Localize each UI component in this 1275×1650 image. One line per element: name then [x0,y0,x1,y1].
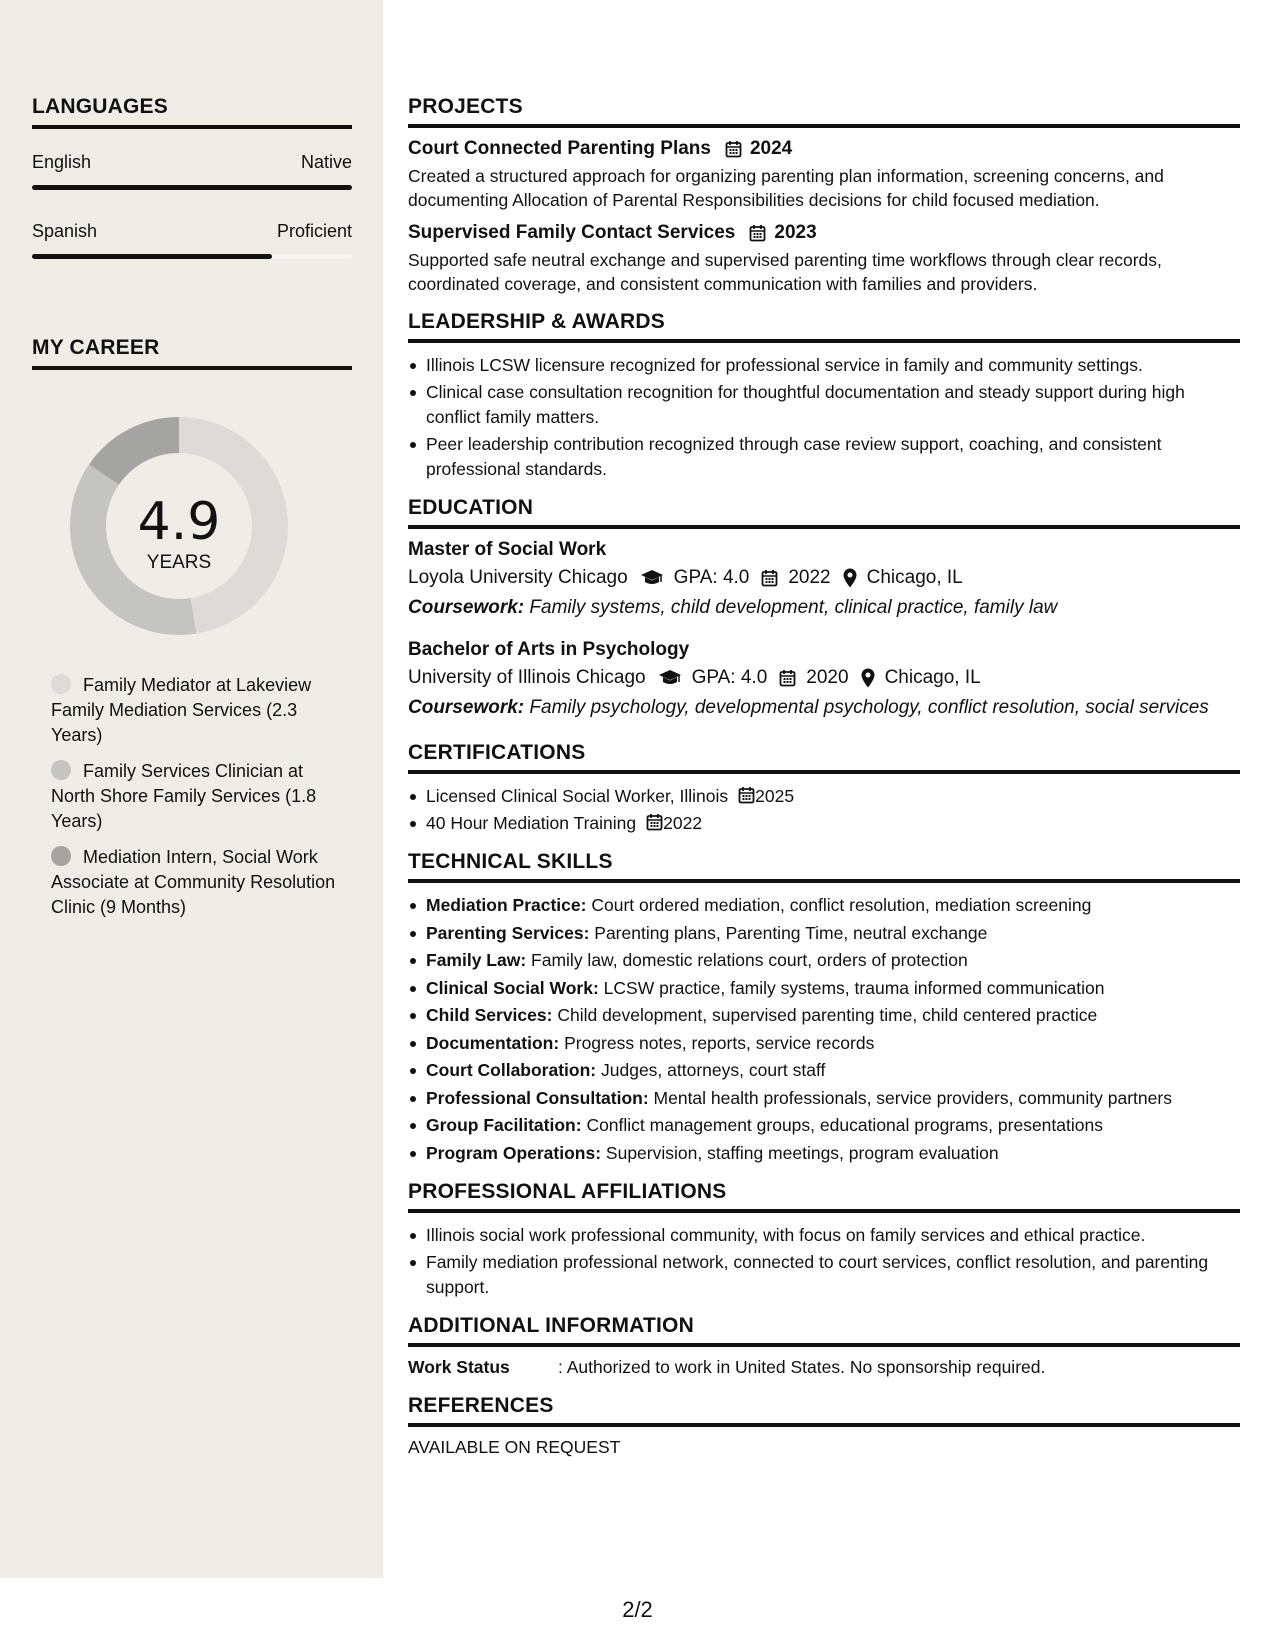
location-pin-icon [843,568,857,588]
calendar-icon [646,813,663,831]
references-title: REFERENCES [408,1394,1240,1427]
coursework-label: Coursework: [408,597,525,618]
calendar-icon [725,140,742,158]
career-item-label: Family Services Clinician at North Shore Family Services (1.8 Years) [51,761,317,831]
certification-name: 40 Hour Mediation Training [426,813,637,833]
school-location: Chicago, IL [866,567,963,588]
skill-value: Judges, attorneys, court staff [601,1060,826,1080]
project-heading [408,138,1240,160]
certification-name: Licensed Clinical Social Worker, Illinois [426,786,729,806]
skill-value: LCSW practice, family systems, trauma informed communication [603,977,1105,998]
gpa: GPA: 4.0 [673,567,750,588]
graduation-cap-icon [640,569,664,587]
career-total-value: 4.9 [137,492,221,552]
coursework [408,595,1240,621]
language-name: English [32,152,92,172]
school-name: Loyola University Chicago [408,567,628,588]
career-item [51,845,341,920]
skill-value: Progress notes, reports, service records [564,1032,875,1053]
graduation-year: 2022 [788,567,831,588]
skill-label: Professional Consultation: [426,1087,649,1108]
legend-dot-icon [51,674,71,694]
list-item: Illinois LCSW licensure recognized for professional service in family and community settings. [408,353,1240,378]
skill-label: Documentation: [426,1032,560,1053]
school-location: Chicago, IL [884,667,981,688]
skill-value: Child development, supervised parenting time, child centered practice [557,1005,1098,1025]
sidebar [0,0,383,1578]
project-description: Created a structured approach for organizing parenting plan information, screening concerns, and documenting Allocation of Parental Responsibilities decisions for child focused mediation. [408,166,1164,210]
list-item [408,948,1240,974]
career-total-unit: YEARS [146,552,212,573]
list-item [408,1086,1240,1112]
career-donut-chart [67,414,291,638]
work-status-row [408,1357,1240,1378]
main-content [408,95,1240,1472]
calendar-icon [761,569,778,587]
certifications-title: CERTIFICATIONS [408,741,1240,774]
calendar-icon [779,669,796,687]
skill-label: Group Facilitation: [426,1115,582,1135]
coursework-text: Family systems, child development, clinical practice, family law [529,597,1058,618]
list-item [408,811,1240,836]
projects-section [408,95,1240,296]
skill-value: Supervision, staffing meetings, program evaluation [605,1142,999,1163]
affiliations-section [408,1180,1240,1300]
skills-title: TECHNICAL SKILLS [408,850,1240,883]
language-spanish [32,221,352,259]
list-item: Clinical case consultation recognition for thoughtful documentation and steady support during high conflict family matters. [408,380,1240,430]
career-title: MY CAREER [32,336,352,370]
certifications-list [408,784,1240,836]
language-english [32,152,352,190]
skill-value: Conflict management groups, educational programs, presentations [586,1115,1103,1135]
references-section [408,1394,1240,1458]
legend-dot-icon [51,760,71,780]
language-proficiency-fill [32,254,272,259]
languages-title: LANGUAGES [32,95,352,129]
project-heading [408,222,1240,244]
career-item-label: Mediation Intern, Social Work Associate at Community Resolution Clinic (9 Months) [51,847,336,917]
education-meta [408,667,1240,689]
school-name: University of Illinois Chicago [408,667,646,688]
gpa: GPA: 4.0 [691,667,768,688]
references-text: AVAILABLE ON REQUEST [408,1437,621,1457]
leadership-section [408,310,1240,482]
list-item: Peer leadership contribution recognized through case review support, coaching, and consistent professional standards. [408,432,1240,482]
graduation-year: 2020 [806,667,849,688]
coursework-label: Coursework: [408,697,525,718]
projects-title: PROJECTS [408,95,1240,128]
affiliations-title: PROFESSIONAL AFFILIATIONS [408,1180,1240,1213]
certification-year: 2025 [755,786,795,806]
legend-dot-icon [51,846,71,866]
skill-label: Program Operations: [426,1142,602,1163]
coursework-text: Family psychology, developmental psychology, conflict resolution, social services [529,697,1209,718]
graduation-cap-icon [658,669,682,687]
language-name: Spanish [32,221,98,241]
skill-value: Family law, domestic relations court, orders of protection [531,950,968,970]
skill-value: Parenting plans, Parenting Time, neutral exchange [594,922,988,943]
education-section [408,496,1240,721]
skill-label: Family Law: [426,950,527,970]
list-item [408,1031,1240,1057]
list-item: Family mediation professional network, connected to court services, conflict resolution, and parenting support. [408,1250,1240,1300]
calendar-icon [738,786,755,804]
project-year: 2023 [774,222,817,243]
list-item [408,921,1240,947]
list-item [408,1003,1240,1029]
list-item: Illinois social work professional community, with focus on family services and ethical practice. [408,1223,1240,1248]
project-name: Supervised Family Contact Services [408,222,736,243]
project-year: 2024 [749,138,793,159]
language-level: Proficient [276,221,352,241]
additional-section [408,1314,1240,1378]
skill-label: Court Collaboration: [426,1060,597,1080]
certifications-section [408,741,1240,836]
list-item [408,976,1240,1002]
skill-label: Child Services: [426,1005,553,1025]
list-item [408,1141,1240,1167]
skill-value: Court ordered mediation, conflict resolution, mediation screening [591,895,1092,915]
project-name: Court Connected Parenting Plans [408,138,711,159]
coursework [408,695,1240,721]
education-meta [408,567,1240,589]
work-status-value: : Authorized to work in United States. No sponsorship required. [558,1357,1046,1377]
language-proficiency-bar [32,254,352,259]
list-item [408,893,1240,919]
leadership-list [408,353,1240,482]
career-item [51,673,341,748]
skill-label: Clinical Social Work: [426,977,599,998]
skills-list [408,893,1240,1166]
calendar-icon [749,224,766,242]
skills-section [408,850,1240,1166]
additional-title: ADDITIONAL INFORMATION [408,1314,1240,1347]
skill-label: Parenting Services: [426,922,590,943]
skill-value: Mental health professionals, service providers, community partners [653,1087,1172,1108]
career-item-label: Family Mediator at Lakeview Family Mediation Services (2.3 Years) [51,675,312,745]
leadership-title: LEADERSHIP & AWARDS [408,310,1240,343]
skill-label: Mediation Practice: [426,895,587,915]
location-pin-icon [861,668,875,688]
affiliations-list [408,1223,1240,1300]
language-level: Native [300,152,352,172]
language-proficiency-bar [32,185,352,190]
page-number: 2/2 [622,1597,653,1622]
career-item [51,759,341,834]
education-entry [408,539,1240,621]
career-legend [51,673,341,931]
education-title: EDUCATION [408,496,1240,529]
certification-year: 2022 [663,813,703,833]
education-entry [408,639,1240,721]
degree-name: Master of Social Work [408,539,607,560]
work-status-label: Work Status [408,1357,510,1377]
degree-name: Bachelor of Arts in Psychology [408,639,690,660]
list-item [408,784,1240,809]
project-description: Supported safe neutral exchange and supervised parenting time workflows through clear records, coordinated coverage, and consistent communication with families and providers. [408,250,1162,294]
list-item [408,1058,1240,1084]
language-proficiency-fill [32,185,352,190]
list-item [408,1113,1240,1139]
